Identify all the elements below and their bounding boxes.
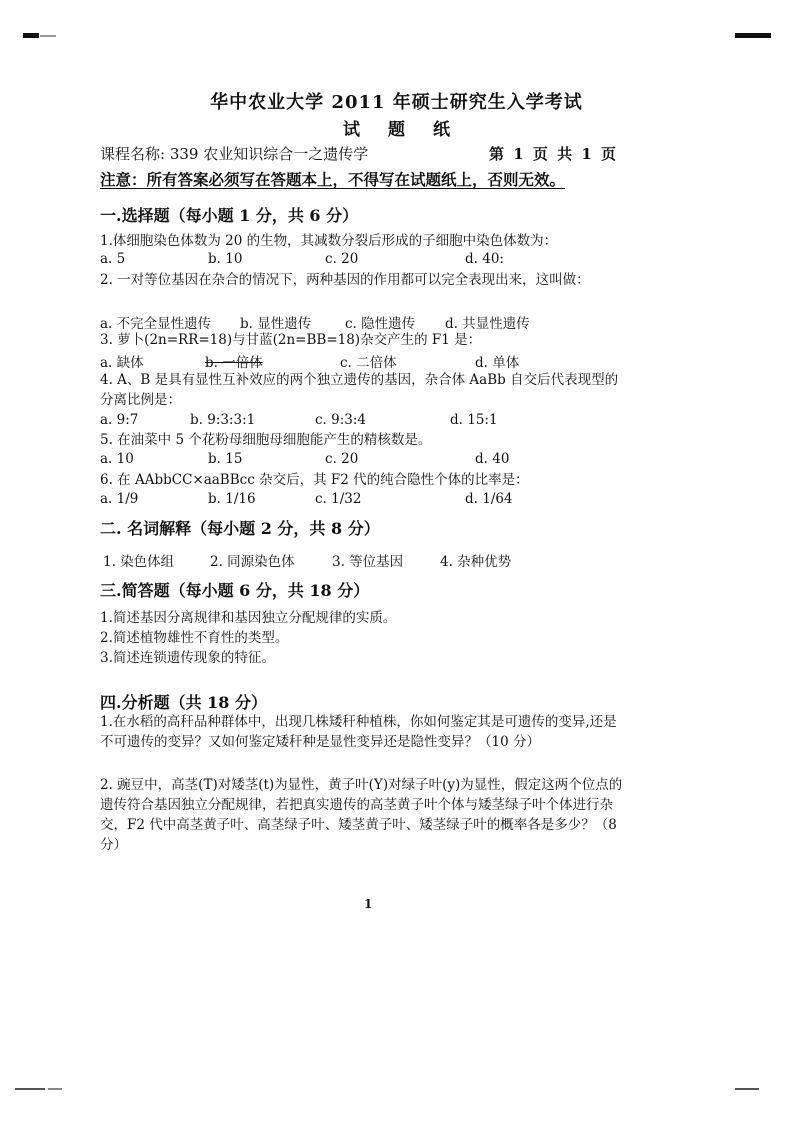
scan-corner-mark: [735, 1088, 759, 1090]
options-row: [100, 412, 620, 430]
option: b. 显性遗传: [240, 316, 312, 332]
term: 2. 同源染色体: [210, 554, 295, 570]
notice: 注意：所有答案必须写在答题本上，不得写在试题纸上，否则无效。: [100, 170, 566, 189]
option: b. 一倍体: [205, 355, 263, 371]
exam-subtitle: [0, 115, 793, 140]
question: 2. 豌豆中，高茎(T)对矮茎(t)为显性，黄子叶(Y)对绿子叶(y)为显性，假定这两个位点的遗传符合基因独立分配规律，若把真实遗传的高茎黄子叶个体与矮茎绿子叶个体进行杂交，F2 代中高茎黄子叶、高茎绿子叶、矮茎黄子叶、矮茎绿子叶的概率各是多少？（8 分）: [100, 777, 623, 853]
question: 6. 在 AAbbCC×aaBBcc 杂交后，其 F2 代的纯合隐性个体的比率是：: [100, 472, 529, 488]
scan-corner-mark: [735, 33, 771, 38]
term: 4. 杂种优势: [440, 554, 512, 570]
option: d. 40: [475, 451, 510, 467]
question: 3.简述连锁遗传现象的特征。: [100, 650, 275, 666]
scan-corner-mark: [23, 33, 39, 38]
options-row: [100, 251, 620, 269]
question: 3. 萝卜(2n=RR=18)与甘蓝(2n=BB=18)杂交产生的 F1 是：: [100, 332, 482, 348]
option: d. 共显性遗传: [445, 316, 530, 332]
course-name: 课程名称: 339 农业知识综合一之遗传学: [100, 145, 369, 163]
exam-title: 华中农业大学 2011 年硕士研究生入学考试: [210, 92, 583, 113]
option: d. 40:: [465, 251, 504, 267]
option: a. 9:7: [100, 412, 139, 428]
option: a. 1/9: [100, 491, 139, 507]
course-line: [100, 143, 618, 164]
terms-row: [100, 550, 620, 568]
subtitle-char: 试: [343, 120, 360, 140]
question: 1.简述基因分离规律和基因独立分配规律的实质。: [100, 610, 397, 626]
option: c. 20: [325, 251, 359, 267]
option: c. 二倍体: [340, 355, 397, 371]
scan-corner-mark: [48, 1088, 62, 1090]
question: 2.简述植物雄性不育性的类型。: [100, 630, 289, 646]
question: 1.在水稻的高秆品种群体中，出现几株矮秆种植株，你如何鉴定其是可遗传的变异,还是不可遗传的变异？又如何鉴定矮秆种是显性变异还是隐性变异？（10 分）: [100, 714, 617, 750]
option: a. 5: [100, 251, 126, 267]
section-heading: 四.分析题（共 18 分）: [100, 693, 267, 712]
question: 4. A、B 是具有显性互补效应的两个独立遗传的基因，杂合体 AaBb 自交后代表现型的分离比例是：: [100, 372, 619, 408]
option: b. 9:3:3:1: [190, 412, 256, 428]
subtitle-char: 题: [388, 120, 405, 140]
option: d. 1/64: [465, 491, 513, 507]
options-row: [100, 491, 620, 509]
option: d. 单体: [475, 355, 520, 371]
term: 1. 染色体组: [103, 554, 175, 570]
option: c. 20: [325, 451, 359, 467]
subtitle-char: 纸: [433, 120, 450, 140]
option: d. 15:1: [450, 412, 498, 428]
option: c. 1/32: [315, 491, 362, 507]
options-row: [100, 312, 620, 330]
section-heading: 二. 名词解释（每小题 2 分，共 8 分）: [100, 519, 380, 538]
page-number: 1: [364, 897, 373, 911]
option: a. 10: [100, 451, 134, 467]
option: c. 隐性遗传: [345, 316, 416, 332]
section-heading: 一.选择题（每小题 1 分，共 6 分）: [100, 206, 359, 225]
question: 1.体细胞染色体数为 20 的生物，其减数分裂后形成的子细胞中染色体数为：: [100, 233, 558, 249]
option: b. 10: [208, 251, 243, 267]
term: 3. 等位基因: [332, 554, 404, 570]
page-info: 第 1 页 共 1 页: [489, 145, 618, 163]
options-row: [100, 351, 620, 369]
option: b. 15: [208, 451, 243, 467]
option: b. 1/16: [208, 491, 256, 507]
option: a. 不完全显性遗传: [100, 316, 212, 332]
question: 2. 一对等位基因在杂合的情况下，两种基因的作用都可以完全表现出来，这叫做：: [100, 272, 590, 288]
options-row: [100, 451, 620, 469]
question: 5. 在油菜中 5 个花粉母细胞母细胞能产生的精核数是。: [100, 432, 432, 448]
option: a. 缺体: [100, 355, 144, 371]
section-heading: 三.简答题（每小题 6 分，共 18 分）: [100, 581, 370, 600]
scan-corner-mark: [15, 1088, 45, 1090]
option: c. 9:3:4: [315, 412, 367, 428]
scan-corner-mark: [40, 35, 56, 37]
